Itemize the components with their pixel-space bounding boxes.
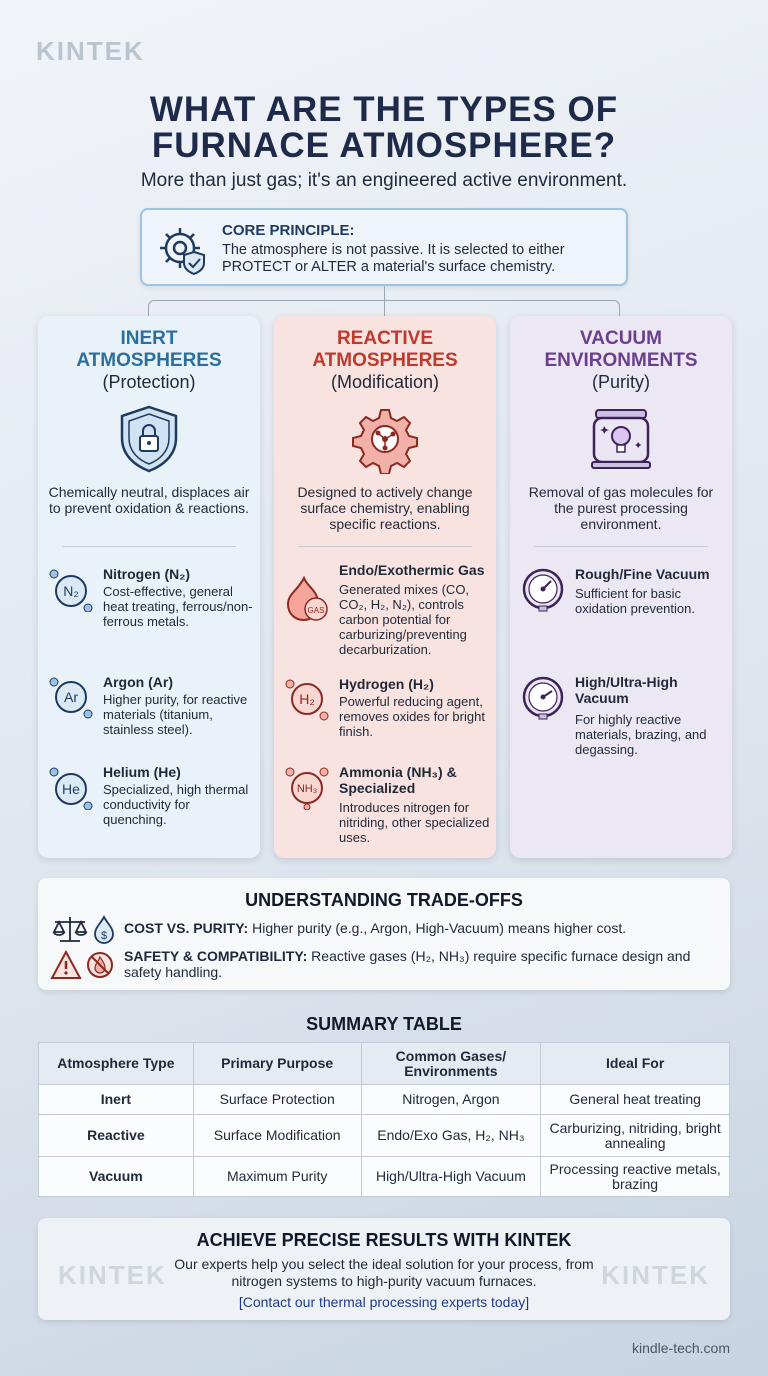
cta-body: Our experts help you select the ideal solution for your process, from nitrogen systems to high-purity vacuum furnaces. bbox=[174, 1256, 594, 1289]
item-name: Helium (He) bbox=[103, 764, 181, 780]
cost-vs-purity-row: COST VS. PURITY: Higher purity (e.g., Argon, High-Vacuum) means higher cost. bbox=[124, 920, 627, 936]
table-cell: Surface Protection bbox=[193, 1085, 361, 1115]
gear-shield-icon bbox=[156, 222, 212, 278]
summary-table-heading: SUMMARY TABLE bbox=[306, 1014, 462, 1034]
argon-molecule-icon bbox=[48, 674, 94, 720]
table-cell: Maximum Purity bbox=[193, 1157, 361, 1197]
brand-logo: KINTEK bbox=[36, 36, 145, 66]
card-title: REACTIVE ATMOSPHERES bbox=[312, 328, 458, 371]
gear-molecule-icon bbox=[352, 404, 418, 474]
vacuum-chamber-icon bbox=[588, 404, 654, 474]
connector-stub bbox=[384, 286, 385, 300]
item-name: Argon (Ar) bbox=[103, 674, 173, 690]
divider bbox=[298, 546, 472, 547]
table-cell: Carburizing, nitriding, bright annealing bbox=[541, 1115, 730, 1157]
svg-text:N₂: N₂ bbox=[63, 583, 79, 599]
table-row bbox=[39, 1115, 730, 1157]
svg-text:NH₃: NH₃ bbox=[296, 783, 318, 795]
table-cell: Processing reactive metals, brazing bbox=[541, 1157, 730, 1197]
summary-table bbox=[38, 1042, 730, 1197]
table-cell: Nitrogen, Argon bbox=[361, 1085, 541, 1115]
card-description: Chemically neutral, displaces air to prevent oxidation & reactions. bbox=[48, 484, 250, 516]
footer-url[interactable]: kindle-tech.com bbox=[631, 1340, 730, 1356]
card-description: Removal of gas molecules for the purest processing environment. bbox=[528, 484, 714, 532]
card-title: INERT ATMOSPHERES bbox=[76, 328, 222, 371]
contact-experts-link[interactable]: [Contact our thermal processing experts today] bbox=[238, 1294, 530, 1310]
table-cell: High/Ultra-High Vacuum bbox=[361, 1157, 541, 1197]
column-header: Primary Purpose bbox=[193, 1043, 361, 1085]
item-name: Endo/Exothermic Gas bbox=[339, 562, 485, 578]
table-row bbox=[39, 1157, 730, 1197]
item-description: Cost-effective, general heat treating, ferrous/non-ferrous metals. bbox=[103, 584, 253, 629]
item-name: Ammonia (NH₃) & Specialized bbox=[339, 764, 457, 796]
card-title: VACUUM ENVIRONMENTS bbox=[544, 328, 698, 371]
item-name: Rough/Fine Vacuum bbox=[575, 566, 710, 582]
core-principle-heading: CORE PRINCIPLE: bbox=[222, 222, 355, 239]
tradeoffs-heading: UNDERSTANDING TRADE-OFFS bbox=[245, 890, 523, 910]
item-description: Introduces nitrogen for nitriding, other specialized uses. bbox=[339, 800, 490, 845]
core-principle-text: The atmosphere is not passive. It is selected to either PROTECT or ALTER a material's surface chemistry. bbox=[222, 242, 565, 275]
brand-watermark: KINTEK bbox=[601, 1260, 710, 1290]
svg-text:GAS: GAS bbox=[307, 606, 325, 615]
svg-text:Ar: Ar bbox=[64, 689, 78, 705]
inert-atmospheres-card bbox=[38, 316, 260, 858]
gas-flame-icon bbox=[284, 576, 330, 622]
connector-stub bbox=[384, 300, 385, 316]
warning-no-flame-icon bbox=[50, 950, 118, 980]
item-description: Generated mixes (CO, CO₂, H₂, N₂), controls carbon potential for carburizing/preventing decarburization. bbox=[339, 582, 470, 657]
item-description: Higher purity, for reactive materials (titanium, stainless steel). bbox=[103, 692, 248, 737]
pressure-gauge-icon bbox=[520, 566, 566, 612]
card-description: Designed to actively change surface chemistry, enabling specific reactions. bbox=[297, 484, 473, 532]
hydrogen-molecule-icon bbox=[284, 676, 330, 722]
item-description: For highly reactive materials, brazing, and degassing. bbox=[575, 712, 707, 757]
column-header: Atmosphere Type bbox=[39, 1043, 194, 1085]
card-subtitle: (Modification) bbox=[330, 372, 440, 392]
svg-text:$: $ bbox=[100, 930, 108, 942]
scale-dollar-icon bbox=[50, 914, 118, 944]
divider bbox=[534, 546, 708, 547]
shield-lock-icon bbox=[116, 404, 182, 474]
item-description: Specialized, high thermal conductivity for quenching. bbox=[103, 782, 249, 827]
item-name: Hydrogen (H₂) bbox=[339, 676, 434, 692]
cta-panel bbox=[38, 1218, 730, 1320]
item-name: Nitrogen (N₂) bbox=[103, 566, 191, 582]
core-principle-box bbox=[140, 208, 628, 286]
table-cell: General heat treating bbox=[541, 1085, 730, 1115]
table-cell: Endo/Exo Gas, H₂, NH₃ bbox=[361, 1115, 541, 1157]
item-description: Powerful reducing agent, removes oxides for bright finish. bbox=[339, 694, 485, 739]
item-name: High/Ultra-High Vacuum bbox=[575, 674, 678, 706]
title-line-2: FURNACE ATMOSPHERE? bbox=[151, 126, 617, 165]
table-row bbox=[39, 1085, 730, 1115]
vacuum-environments-card bbox=[510, 316, 732, 858]
page-title bbox=[0, 92, 768, 164]
table-cell: Vacuum bbox=[39, 1157, 194, 1197]
svg-text:H₂: H₂ bbox=[299, 691, 315, 707]
brand-watermark: KINTEK bbox=[58, 1260, 167, 1290]
table-header-row bbox=[39, 1043, 730, 1085]
item-description: Sufficient for basic oxidation prevention. bbox=[575, 586, 695, 616]
divider bbox=[62, 546, 236, 547]
title-line-1: WHAT ARE THE TYPES OF bbox=[149, 90, 619, 129]
pressure-gauge-icon bbox=[520, 674, 566, 720]
nitrogen-molecule-icon bbox=[48, 566, 94, 612]
column-header: Common Gases/ Environments bbox=[361, 1043, 541, 1085]
column-header: Ideal For bbox=[541, 1043, 730, 1085]
table-cell: Reactive bbox=[39, 1115, 194, 1157]
ammonia-molecule-icon bbox=[284, 764, 330, 810]
table-cell: Inert bbox=[39, 1085, 194, 1115]
table-cell: Surface Modification bbox=[193, 1115, 361, 1157]
helium-molecule-icon bbox=[48, 764, 94, 810]
reactive-atmospheres-card bbox=[274, 316, 496, 858]
card-subtitle: (Purity) bbox=[592, 372, 650, 392]
card-subtitle: (Protection) bbox=[102, 372, 196, 392]
page-subtitle: More than just gas; it's an engineered active environment. bbox=[140, 170, 628, 191]
svg-text:He: He bbox=[62, 781, 80, 797]
tradeoffs-panel bbox=[38, 878, 730, 990]
safety-compatibility-row: SAFETY & COMPATIBILITY: Reactive gases (H₂, NH₃) require specific furnace design and safety handling. bbox=[124, 948, 691, 980]
cta-heading: ACHIEVE PRECISE RESULTS WITH KINTEK bbox=[196, 1230, 572, 1250]
